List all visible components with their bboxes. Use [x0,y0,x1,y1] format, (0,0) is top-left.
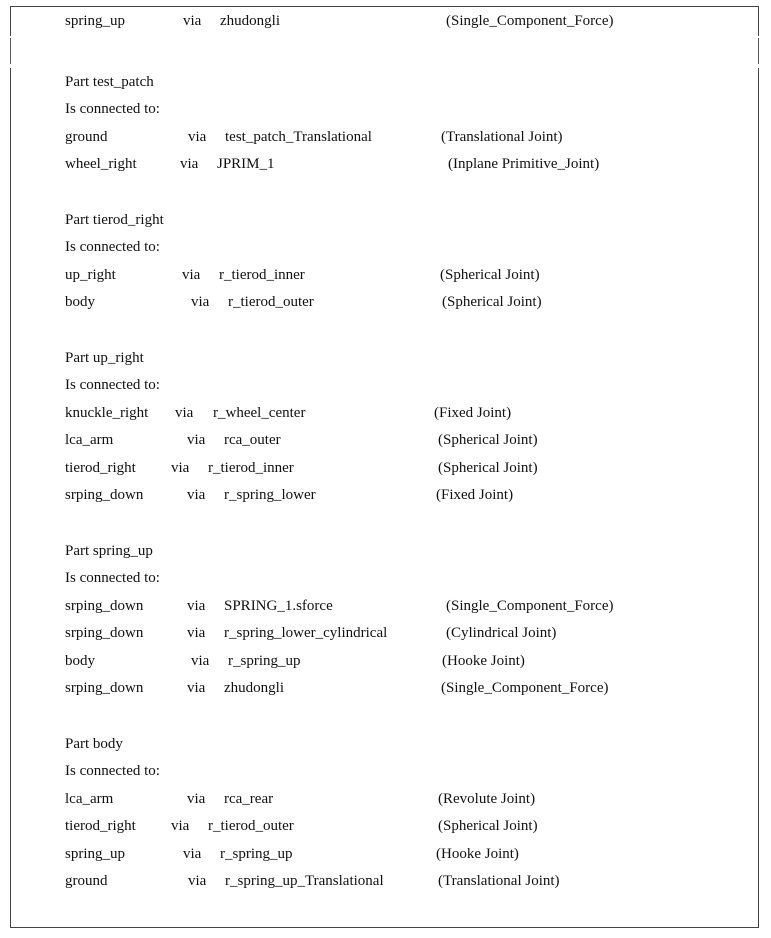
row-type: (Spherical Joint) [438,460,538,476]
row-via: via [171,460,190,476]
row-type: (Translational Joint) [441,129,563,145]
row-joint: r_spring_lower_cylindrical [224,625,388,641]
row-part: lca_arm [65,791,114,807]
row-via: via [187,680,206,696]
row-type: (Hooke Joint) [442,653,525,669]
row-type: (Cylindrical Joint) [446,625,557,641]
connected-label: Is connected to: [65,763,160,779]
connected-label: Is connected to: [65,570,160,586]
section-title: Part up_right [65,350,144,366]
row-type: (Inplane Primitive_Joint) [448,156,600,172]
row-joint: r_tierod_outer [228,294,314,310]
top-row-via: via [183,13,202,29]
row-part: lca_arm [65,432,114,448]
row-part: knuckle_right [65,405,149,421]
row-joint: r_spring_up_Translational [225,873,384,889]
frame-tick-right [758,38,759,64]
row-via: via [182,267,201,283]
row-joint: rca_outer [224,432,281,448]
row-type: (Spherical Joint) [440,267,540,283]
row-part: srping_down [65,625,144,641]
row-part: tierod_right [65,460,136,476]
row-joint: test_patch_Translational [225,129,372,145]
top-row-type: (Single_Component_Force) [446,13,614,29]
row-joint: SPRING_1.sforce [224,598,333,614]
row-part: ground [65,129,108,145]
row-part: srping_down [65,487,144,503]
row-via: via [187,432,206,448]
row-via: via [171,818,190,834]
row-type: (Translational Joint) [438,873,560,889]
row-part: body [65,294,95,310]
connected-label: Is connected to: [65,377,160,393]
row-via: via [187,791,206,807]
row-via: via [191,653,210,669]
row-part: ground [65,873,108,889]
row-type: (Revolute Joint) [438,791,536,807]
row-part: spring_up [65,846,125,862]
row-part: up_right [65,267,116,283]
row-via: via [183,846,202,862]
row-part: tierod_right [65,818,136,834]
row-joint: r_tierod_inner [219,267,305,283]
row-via: via [175,405,194,421]
row-via: via [188,129,207,145]
row-type: (Spherical Joint) [438,818,538,834]
row-type: (Fixed Joint) [436,487,514,503]
row-type: (Single_Component_Force) [441,680,609,696]
section-title: Part body [65,736,123,752]
row-via: via [188,873,207,889]
row-joint: r_spring_up [220,846,293,862]
row-type: (Fixed Joint) [434,405,512,421]
row-type: (Spherical Joint) [442,294,542,310]
row-via: via [191,294,210,310]
row-joint: r_spring_up [228,653,301,669]
top-row-part: spring_up [65,13,125,29]
row-joint: r_tierod_outer [208,818,294,834]
row-type: (Spherical Joint) [438,432,538,448]
row-joint: zhudongli [224,680,284,696]
row-type: (Single_Component_Force) [446,598,614,614]
row-via: via [180,156,199,172]
row-part: wheel_right [65,156,137,172]
row-via: via [187,487,206,503]
connected-label: Is connected to: [65,101,160,117]
row-joint: rca_rear [224,791,274,807]
connected-label: Is connected to: [65,239,160,255]
row-part: srping_down [65,598,144,614]
section-title: Part spring_up [65,543,153,559]
top-row-joint: zhudongli [220,13,280,29]
section-title: Part tierod_right [65,212,164,228]
row-joint: r_tierod_inner [208,460,294,476]
row-type: (Hooke Joint) [436,846,519,862]
row-part: body [65,653,95,669]
row-joint: r_spring_lower [224,487,316,503]
row-part: srping_down [65,680,144,696]
section-title: Part test_patch [65,74,154,90]
frame-tick-left [10,38,11,64]
row-joint: r_wheel_center [213,405,306,421]
row-joint: JPRIM_1 [217,156,275,172]
row-via: via [187,625,206,641]
row-via: via [187,598,206,614]
